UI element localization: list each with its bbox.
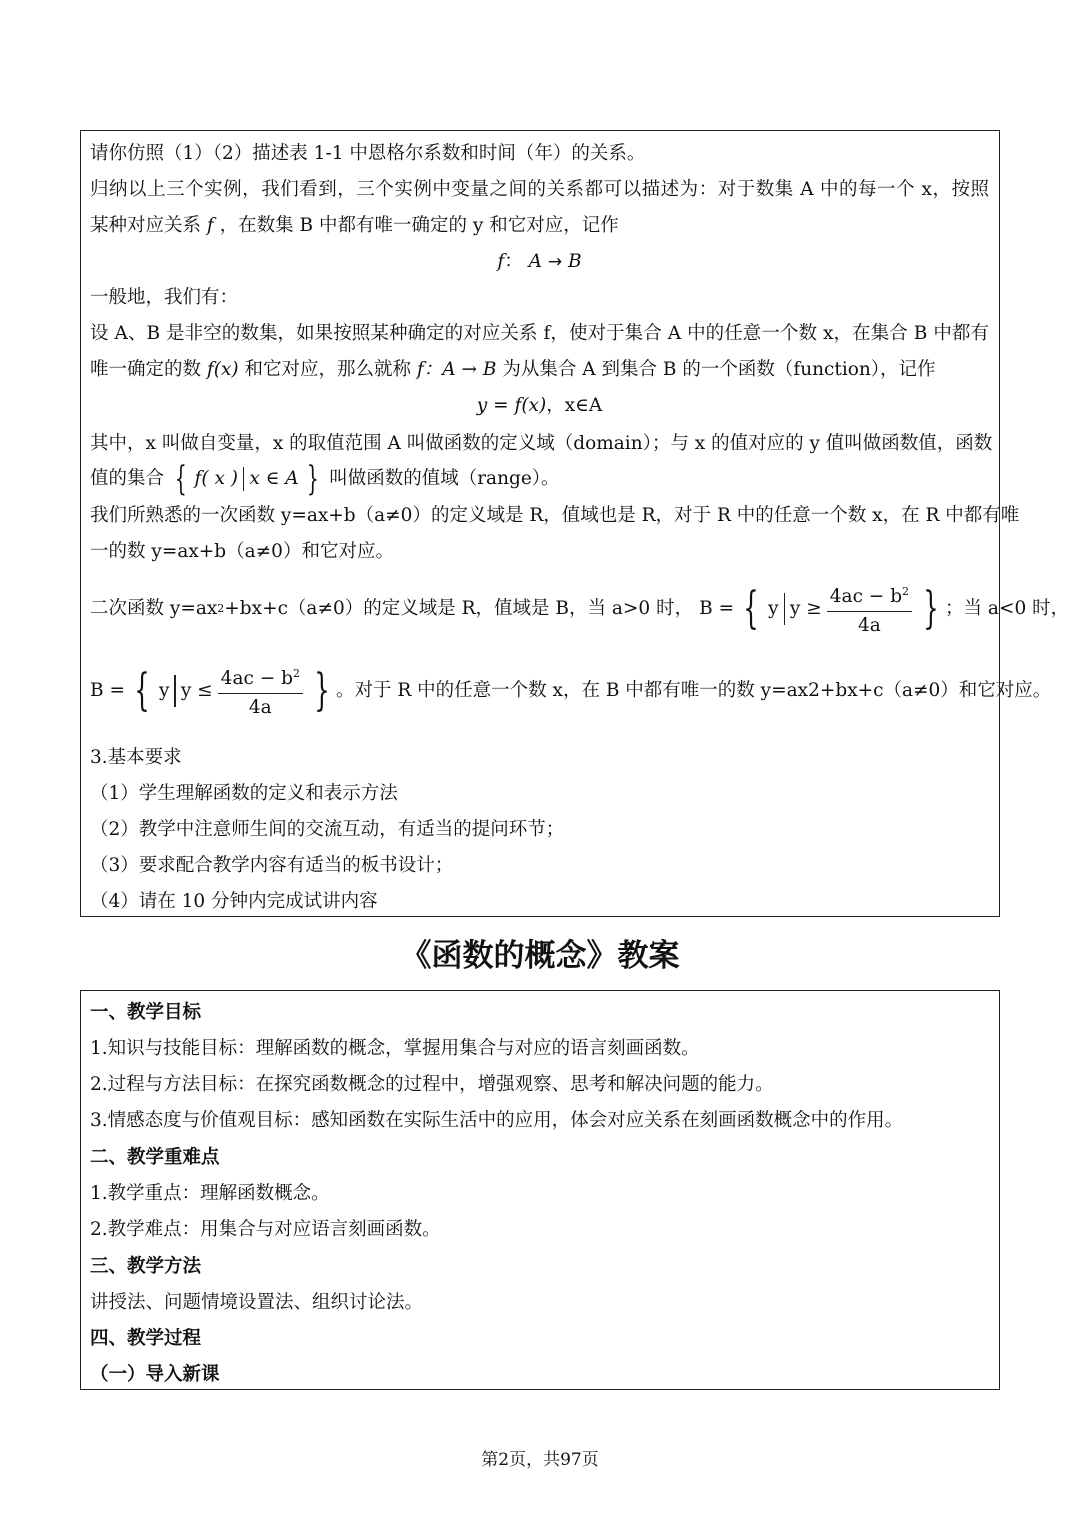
lesson-plan-box: [80, 990, 1000, 1390]
list-item: （3）要求配合教学内容有适当的板书设计；: [90, 855, 454, 876]
section-heading: 二、教学重难点: [90, 1147, 220, 1168]
mapping-formula: f： A → B: [497, 251, 582, 272]
text-line: 讲授法、问题情境设置法、组织讨论法。: [90, 1292, 424, 1313]
text-line: 值的集合 { f( x ) x ∈ A } 叫做函数的值域（range）。: [90, 459, 560, 499]
text-line: 3.情感态度与价值观目标：感知函数在实际生活中的应用，体会对应关系在刻画函数概念中的作用。: [90, 1110, 904, 1131]
list-item: （2）教学中注意师生间的交流互动，有适当的提问环节；: [90, 819, 565, 840]
text-line: 设 A、B 是非空的数集，如果按照某种确定的对应关系 f，使对于集合 A 中的任意一个数 x，在集合 B 中都有: [90, 323, 989, 344]
section-heading: 三、教学方法: [90, 1256, 202, 1277]
text-line: 某种对应关系 f ，在数集 B 中都有唯一确定的 y 和它对应，记作: [90, 215, 619, 236]
text-line: 唯一确定的数 f(x) 和它对应，那么就称 f：A → B 为从集合 A 到集合 B 的一个函数（function），记作: [90, 359, 936, 380]
range-set-expression: { f( x ) x ∈ A }: [174, 459, 319, 499]
text-line: 我们所熟悉的一次函数 y=ax+b（a≠0）的定义域是 R，值域也是 R，对于 R 中的任意一个数 x，在 R 中都有唯: [90, 505, 1020, 526]
subsection-heading: （一）导入新课: [90, 1364, 220, 1385]
quadratic-line-2: B = { y y ≤ $\frac{4ac - b^2}{4a}$ } 。对于 R 中的任意一个数 x，在 B 中都有唯一的数 y=ax2+bx+c（a≠0）和它对应。: [90, 659, 989, 723]
text-line: 1.知识与技能目标：理解函数的概念，掌握用集合与对应的语言刻画函数。: [90, 1038, 700, 1059]
list-item: （4）请在 10 分钟内完成试讲内容: [90, 891, 378, 912]
text-line: 2.过程与方法目标：在探究函数概念的过程中，增强观察、思考和解决问题的能力。: [90, 1074, 774, 1095]
section-heading: 四、教学过程: [90, 1328, 202, 1349]
text-line: 一般地，我们有：: [90, 287, 239, 308]
section-heading: 一、教学目标: [90, 1002, 202, 1023]
function-formula: y = f(x)，x∈A: [476, 395, 603, 416]
section-heading: 3.基本要求: [90, 747, 182, 768]
page-number: 第2页，共97页: [481, 1450, 599, 1470]
text-line: 2.教学难点：用集合与对应语言刻画函数。: [90, 1219, 441, 1240]
document-title: 《函数的概念》教案: [400, 938, 680, 974]
problem-box: [80, 130, 1070, 917]
range-set-le: B = { y y ≤ $\frac{4ac - b^2}{4a}$ }: [90, 662, 336, 720]
text-line: 归纳以上三个实例，我们看到，三个实例中变量之间的关系都可以描述为：对于数集 A 中的每一个 x，按照: [90, 179, 989, 200]
list-item: （1）学生理解函数的定义和表示方法: [90, 783, 398, 804]
range-set-ge: B = { y y ≥ $\frac{4ac - b^2}{4a}$ }: [699, 580, 945, 638]
text-line: 1.教学重点：理解函数概念。: [90, 1183, 330, 1204]
fraction: $\frac{4ac - b^2}{4a}$: [218, 662, 303, 720]
quadratic-line: 二次函数 y=ax 2 +bx+c（a≠0）的定义域是 R，值域是 B，当 a>0 时， B = { y y ≥ $\frac{4ac - b^2}{4a}$ } ；当 a<0 时，: [90, 577, 989, 641]
text-line: 请你仿照（1）（2）描述表 1-1 中恩格尔系数和时间（年）的关系。: [90, 143, 646, 164]
text-line: 其中，x 叫做自变量，x 的取值范围 A 叫做函数的定义域（domain）；与 x 的值对应的 y 值叫做函数值，函数: [90, 433, 993, 454]
fraction: $\frac{4ac - b^2}{4a}$: [827, 580, 912, 638]
text-line: 一的数 y=ax+b（a≠0）和它对应。: [90, 541, 394, 562]
